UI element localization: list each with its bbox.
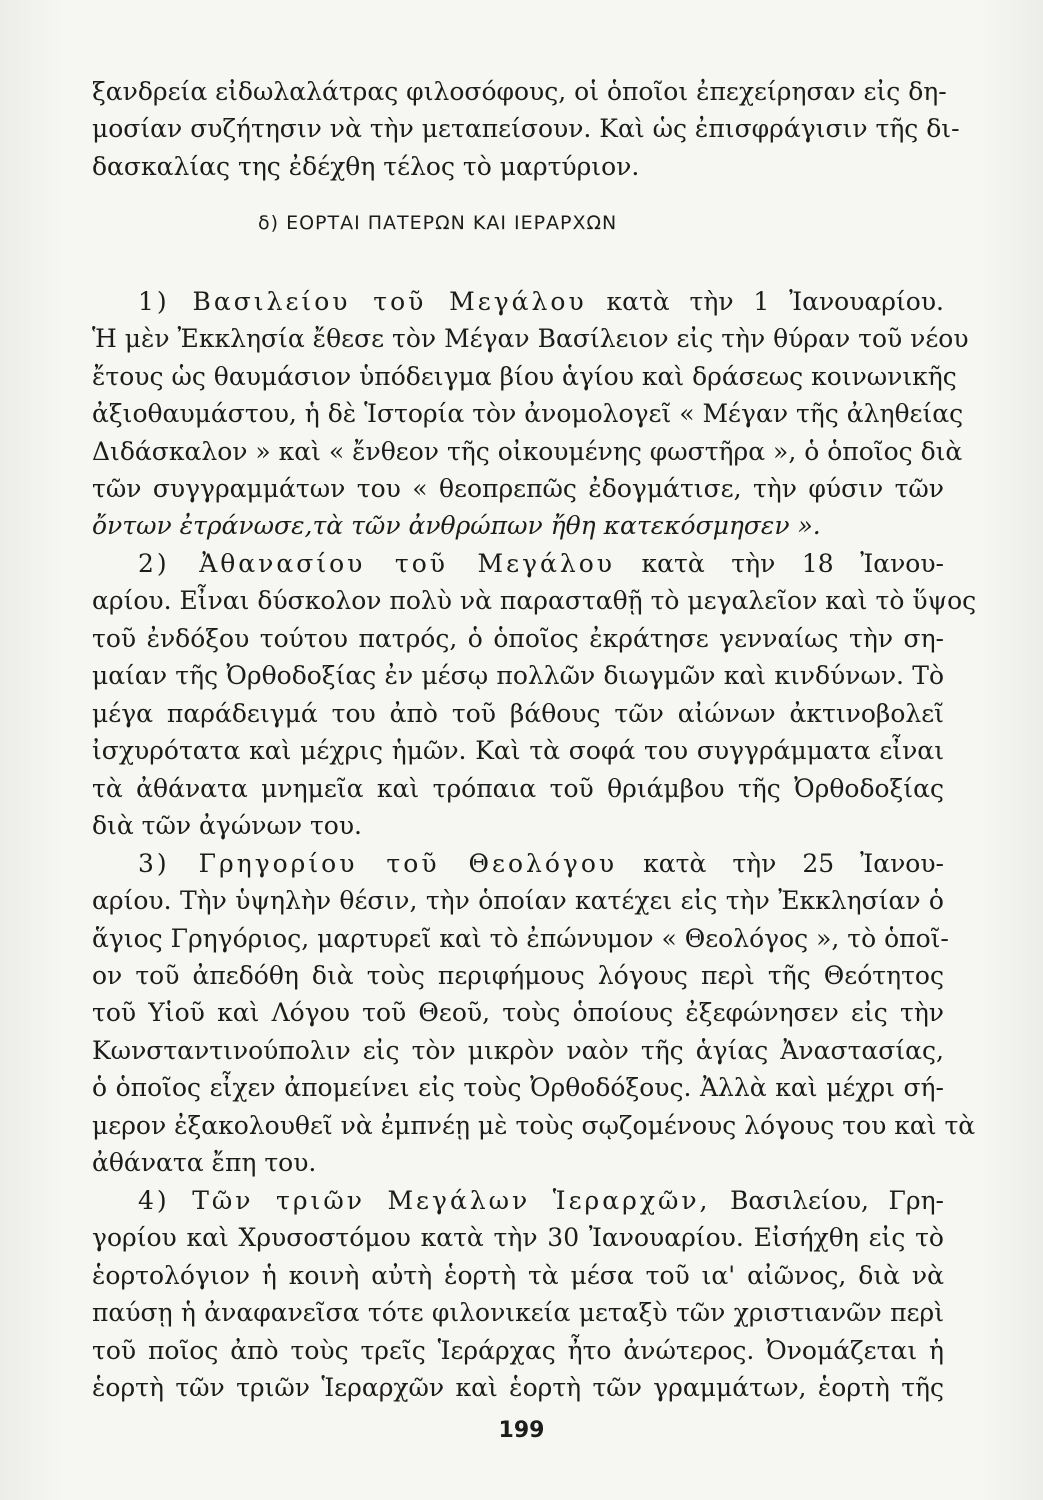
section-title-rest: κατὰ τὴν 18 Ἰανου- <box>641 548 944 578</box>
text-line: τὰ ἀθάνατα μνημεῖα καὶ τρόπαια τοῦ θριάμβου τῆς Ὀρθοδοξίας <box>92 773 944 803</box>
text-line: ξανδρεία εἰδωλαλάτρας φιλοσόφους, οἱ ὁποῖοι ἐπεχείρησαν εἰς δη- <box>92 77 947 106</box>
text-line: ἀθάνατα ἔπη του. <box>92 1148 317 1178</box>
text-line: ἑορτὴ τῶν τριῶν Ἱεραρχῶν καὶ ἑορτὴ τῶν γραμμάτων, ἑορτὴ τῆς <box>92 1373 944 1402</box>
text-line: ἑορτολόγιον ἡ κοινὴ αὐτὴ ἑορτὴ τὰ μέσα τοῦ ια' αἰῶνος, διὰ νὰ <box>92 1260 944 1290</box>
section-title-rest: Βασιλείου, Γρη- <box>730 1185 944 1215</box>
text-line: Κωνσταντινούπολιν εἰς τὸν μικρὸν ναὸν τῆς ἁγίας Ἀναστασίας, <box>92 1035 944 1065</box>
text-line: ἔτους ὡς θαυμάσιον ὑπόδειγμα βίου ἁγίου καὶ δράσεως κοινωνικῆς <box>92 361 957 391</box>
text-line: Διδάσκαλον » καὶ « ἔνθεον τῆς οἰκουμένης φωστῆρα », ὁ ὁποῖος διὰ <box>92 436 963 466</box>
text-line: διὰ τῶν ἀγώνων του. <box>92 811 363 841</box>
text-line: ἀξιοθαυμάστου, ἡ δὲ Ἱστορία τὸν ἀνομολογεῖ « Μέγαν τῆς ἀληθείας <box>92 399 964 429</box>
section-title: 4) Τῶν τριῶν Μεγάλων Ἱεραρχῶν, <box>138 1185 711 1215</box>
section-title-line <box>138 282 944 322</box>
text-line: ον τοῦ ἀπεδόθη διὰ τοὺς περιφήμους λόγους περὶ τῆς Θεότητος <box>92 960 944 990</box>
section-title: 2) Ἀθανασίου τοῦ Μεγάλου <box>138 548 615 578</box>
text-line: τοῦ Υἱοῦ καὶ Λόγου τοῦ Θεοῦ, τοὺς ὁποίους ἐξεφώνησεν εἰς τὴν <box>92 998 944 1028</box>
text-line: γορίου καὶ Χρυσοστόμου κατὰ τὴν 30 Ἰανουαρίου. Εἰσήχθη εἰς τὸ <box>92 1223 944 1253</box>
text-line: Ἡ μὲν Ἐκκλησία ἔθεσε τὸν Μέγαν Βασίλειον εἰς τὴν θύραν τοῦ νέου <box>92 324 969 354</box>
text-line: μερον ἐξακολουθεῖ νὰ ἐμπνέῃ μὲ τοὺς σῳζομένους λόγους του καὶ τὰ <box>92 1110 976 1140</box>
text-line: αρίου. Τὴν ὑψηλὴν θέσιν, τὴν ὁποίαν κατέχει εἰς τὴν Ἐκκλησίαν ὁ <box>92 886 944 916</box>
text-line: μαίαν τῆς Ὀρθοδοξίας ἐν μέσῳ πολλῶν διωγμῶν καὶ κινδύνων. Τὸ <box>92 661 944 691</box>
section-title-line <box>138 1181 944 1221</box>
section-title: 3) Γρηγορίου τοῦ Θεολόγου <box>138 848 618 878</box>
text-line: τοῦ ἐνδόξου τούτου πατρός, ὁ ὁποῖος ἐκράτησε γενναίως τὴν ση- <box>92 623 944 653</box>
text-line: μοσίαν συζήτησιν νὰ τὴν μεταπείσουν. Καὶ ὡς ἐπισφράγισιν τῆς δι- <box>92 114 960 144</box>
section-title-rest: κατὰ τὴν 25 Ἰανου- <box>643 848 944 878</box>
text-line: παύσῃ ἡ ἀναφανεῖσα τότε φιλονικεία μεταξὺ τῶν χριστιανῶν περὶ <box>92 1298 944 1328</box>
section-title-line <box>138 544 944 584</box>
page-number: 199 <box>498 1418 545 1443</box>
text-line: ἅγιος Γρηγόριος, μαρτυρεῖ καὶ τὸ ἐπώνυμον « Θεολόγος », τὸ ὁποῖ- <box>92 923 949 953</box>
text-line: μέγα παράδειγμά του ἀπὸ τοῦ βάθους τῶν αἰώνων ἀκτινοβολεῖ <box>92 698 944 728</box>
text-line: ὄντων ἐτράνωσε,τὰ τῶν ἀνθρώπων ἤθη κατεκόσμησεν ». <box>92 511 821 541</box>
section-heading: δ) ΕΟΡΤΑΙ ΠΑΤΕΡΩΝ ΚΑΙ ΙΕΡΑΡΧΩΝ <box>258 212 618 235</box>
text-line: ὁ ὁποῖος εἶχεν ἀπομείνει εἰς τοὺς Ὀρθοδόξους. Ἀλλὰ καὶ μέχρι σή- <box>92 1073 944 1103</box>
text-line: ἰσχυρότατα καὶ μέχρις ἡμῶν. Καὶ τὰ σοφά του συγγράμματα εἶναι <box>92 736 944 766</box>
text-line: τῶν συγγραμμάτων του « θεοπρεπῶς ἐδογμάτισε, τὴν φύσιν τῶν <box>92 474 944 504</box>
text-line: αρίου. Εἶναι δύσκολον πολὺ νὰ παρασταθῇ τὸ μεγαλεῖον καὶ τὸ ὕψος <box>92 586 977 616</box>
text-line: δασκαλίας της ἐδέχθη τέλος τὸ μαρτύριον. <box>92 151 640 181</box>
section-title: 1) Βασιλείου τοῦ Μεγάλου <box>138 286 587 316</box>
text-line: τοῦ ποῖος ἀπὸ τοὺς τρεῖς Ἱεράρχας ἦτο ἀνώτερος. Ὀνομάζεται ἡ <box>92 1335 944 1365</box>
section-title-rest: κατὰ τὴν 1 Ἰανουαρίου. <box>606 286 944 316</box>
section-title-line <box>138 844 944 884</box>
